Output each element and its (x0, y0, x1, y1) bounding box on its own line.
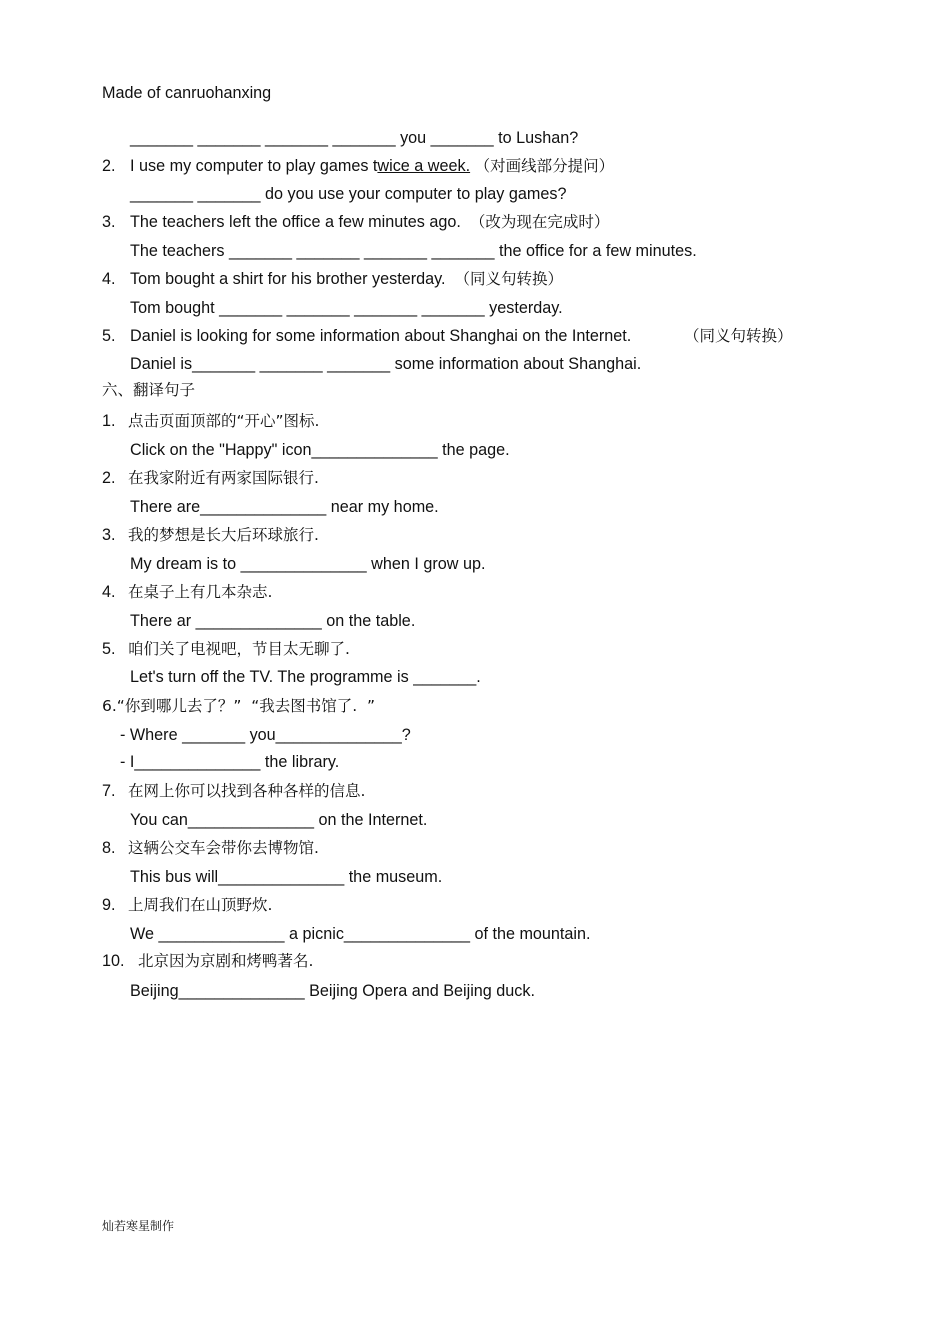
t1-line (102, 411, 320, 431)
q5-instruction: （同义句转换） (684, 327, 793, 345)
t7-english: You can______________ on the Internet. (130, 811, 428, 829)
q2-underlined-phrase: wice a week. (377, 157, 471, 175)
t5-line (102, 639, 350, 659)
t4-number: 4. (102, 583, 116, 601)
q2-line (102, 156, 614, 176)
t10-chinese: 北京因为京剧和烤鸭著名. (138, 952, 314, 970)
t5-number: 5. (102, 640, 116, 658)
t9-line (102, 895, 272, 915)
q3-number: 3. (102, 213, 116, 231)
t8-number: 8. (102, 839, 116, 857)
t3-number: 3. (102, 526, 116, 544)
q4-line (102, 269, 563, 289)
q3-answer-line: The teachers _______ _______ _______ _______ the office for a few minutes. (130, 242, 697, 260)
page-header: Made of canruohanxing (102, 84, 272, 102)
t4-english: There ar ______________ on the table. (130, 612, 416, 630)
page-footer: 灿若寒星制作 (102, 1219, 175, 1233)
t5-english: Let's turn off the TV. The programme is _______. (130, 668, 481, 686)
q2-number: 2. (102, 157, 116, 175)
t9-number: 9. (102, 896, 116, 914)
t8-chinese: 这辆公交车会带你去博物馆. (128, 839, 319, 857)
t5-chinese: 咱们关了电视吧，节目太无聊了. (128, 640, 350, 658)
t1-chinese: 点击页面顶部的“开心”图标. (128, 412, 320, 430)
t9-english: We ______________ a picnic______________ of the mountain. (130, 925, 591, 943)
t2-english: There are______________ near my home. (130, 498, 439, 516)
q5-number: 5. (102, 327, 116, 345)
q5-sentence: Daniel is looking for some information about Shanghai on the Internet. (130, 327, 632, 345)
t7-number: 7. (102, 782, 116, 800)
q4-instruction: （同义句转换） (454, 270, 564, 288)
q3-instruction: （改为现在完成时） (469, 213, 610, 231)
q4-answer-line: Tom bought _______ _______ _______ _______ yesterday. (130, 299, 563, 317)
t6-dialogue-line-2: - I______________ the library. (120, 753, 340, 771)
q4-sentence: Tom bought a shirt for his brother yesterday. (130, 270, 446, 288)
t3-line (102, 525, 319, 545)
t2-number: 2. (102, 469, 116, 487)
t8-line (102, 838, 319, 858)
t4-chinese: 在桌子上有几本杂志. (128, 583, 273, 601)
t4-line (102, 582, 272, 602)
t8-english: This bus will______________ the museum. (130, 868, 443, 886)
q5-line (102, 326, 631, 346)
t3-chinese: 我的梦想是长大后环球旅行. (128, 526, 319, 544)
t9-chinese: 上周我们在山顶野炊. (128, 896, 273, 914)
t2-line (102, 468, 319, 488)
q2-instruction: （对画线部分提问） (474, 157, 615, 175)
section-heading-translate: 六、翻译句子 (102, 381, 196, 399)
t6-question: 6.“你到哪儿去了？” “我去图书馆了. ” (102, 697, 376, 715)
t7-chinese: 在网上你可以找到各种各样的信息. (128, 782, 366, 800)
t10-english: Beijing______________ Beijing Opera and Beijing duck. (130, 982, 535, 1000)
q3-line (102, 212, 609, 232)
t1-number: 1. (102, 412, 116, 430)
q4-number: 4. (102, 270, 116, 288)
t1-english: Click on the "Happy" icon______________ the page. (130, 441, 510, 459)
t2-chinese: 在我家附近有两家国际银行. (128, 469, 319, 487)
t10-number: 10. (102, 952, 125, 970)
t7-line (102, 781, 365, 801)
q2-sentence-start: I use my computer to play games t (130, 157, 378, 175)
t6-dialogue-line-1: - Where _______ you______________? (120, 726, 411, 744)
q3-sentence: The teachers left the office a few minutes ago. (130, 213, 461, 231)
q1-answer-line: _______ _______ _______ _______ you _______ to Lushan? (130, 129, 579, 147)
q2-answer-line: _______ _______ do you use your computer to play games? (130, 185, 567, 203)
t3-english: My dream is to ______________ when I grow up. (130, 555, 486, 573)
t10-line (102, 951, 313, 971)
q5-answer-line: Daniel is_______ _______ _______ some information about Shanghai. (130, 355, 642, 373)
